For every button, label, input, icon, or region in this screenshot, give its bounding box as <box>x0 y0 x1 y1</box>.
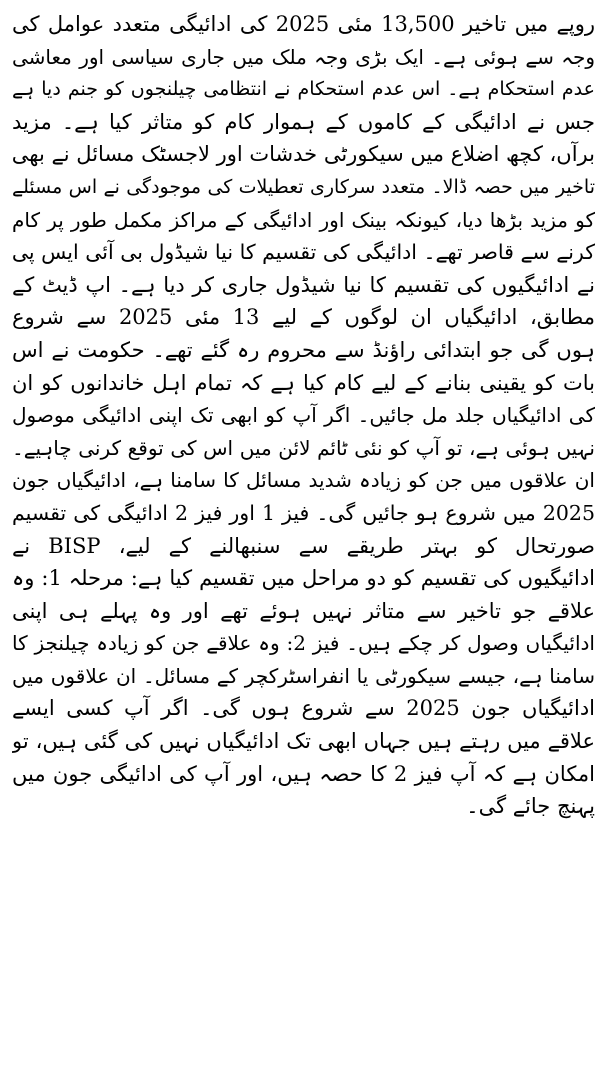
article-line: نہیں ہوئی ہے، تو آپ کو نئی ٹائم لائن میں اس کی توقع کرنی چاہیے۔ <box>12 435 595 460</box>
article-line: برآں، کچھ اضلاع میں سیکورٹی خدشات اور لاجسٹک مسائل نے بھی <box>12 142 595 167</box>
article-line: کی ادائیگیاں جلد مل جائیں۔ اگر آپ کو ابھی تک اپنی ادائیگی موصول <box>12 403 595 428</box>
article-line: ان علاقوں میں جن کو زیادہ شدید مسائل کا سامنا ہے، ادائیگیاں جون <box>12 468 595 493</box>
article-line: علاقے میں رہتے ہیں جہاں ابھی تک ادائیگیاں نہیں کی گئی ہیں، تو <box>12 729 595 754</box>
article-line: کو مزید بڑھا دیا، کیونکہ بینک اور ادائیگی کے مراکز مکمل طور پر کام <box>12 207 595 232</box>
article-line: مطابق، ادائیگیاں ان لوگوں کے لیے 13 مئی 2025 سے شروع <box>12 305 595 330</box>
article-line: تاخیر میں حصہ ڈالا۔ متعدد سرکاری تعطیلات کی موجودگی نے اس مسئلے <box>12 175 595 198</box>
article-line: وجہ سے ہوئی ہے۔ ایک بڑی وجہ ملک میں جاری سیاسی اور معاشی <box>12 44 595 69</box>
article-line: سامنا ہے، جیسے سیکورٹی یا انفراسٹرکچر کے مسائل۔ ان علاقوں میں <box>12 663 595 688</box>
article-line: ادائیگیاں جون 2025 سے شروع ہوں گی۔ اگر آپ کسی ایسے <box>12 696 595 721</box>
article-line: امکان ہے کہ آپ فیز 2 کا حصہ ہیں، اور آپ کی ادائیگی جون میں <box>12 761 595 786</box>
article-line: 2025 میں شروع ہو جائیں گی۔ فیز 1 اور فیز 2 ادائیگی کی تقسیم <box>12 500 595 525</box>
article-body <box>12 8 595 823</box>
article-line: روپے میں تاخیر 13,500 مئی 2025 کی ادائیگی متعدد عوامل کی <box>12 12 595 36</box>
article-line: ادائیگیاں وصول کر چکے ہیں۔ فیز 2: وہ علاقے جن کو زیادہ چیلنجز کا <box>12 631 595 656</box>
article-line: نے ادائیگیوں کی تقسیم کا نیا شیڈول جاری کر دیا ہے۔ اپ ڈیٹ کے <box>12 272 595 297</box>
article-line: جس نے ادائیگی کے کاموں کے ہموار کام کو متاثر کیا ہے۔ مزید <box>12 109 595 134</box>
article-line: ہوں گی جو ابتدائی راؤنڈ سے محروم رہ گئے تھے۔ حکومت نے اس <box>12 337 595 362</box>
article-line: عدم استحکام ہے۔ اس عدم استحکام نے انتظامی چیلنجوں کو جنم دیا ہے <box>12 78 595 101</box>
article-line: پہنچ جائے گی۔ <box>466 794 595 819</box>
article-line: علاقے جو تاخیر سے متاثر نہیں ہوئے تھے اور وہ پہلے ہی اپنی <box>12 598 595 623</box>
article-line: بات کو یقینی بنانے کے لیے کام کیا ہے کہ تمام اہل خاندانوں کو ان <box>12 370 595 395</box>
article-line: کرنے سے قاصر تھے۔ ادائیگی کی تقسیم کا نیا شیڈول بی آئی ایس پی <box>12 240 595 265</box>
article-line: ادائیگیوں کی تقسیم کو دو مراحل میں تقسیم کیا ہے: مرحلہ 1: وہ <box>12 566 595 591</box>
article-line: صورتحال کو بہتر طریقے سے سنبھالنے کے لیے، BISP نے <box>12 533 595 558</box>
